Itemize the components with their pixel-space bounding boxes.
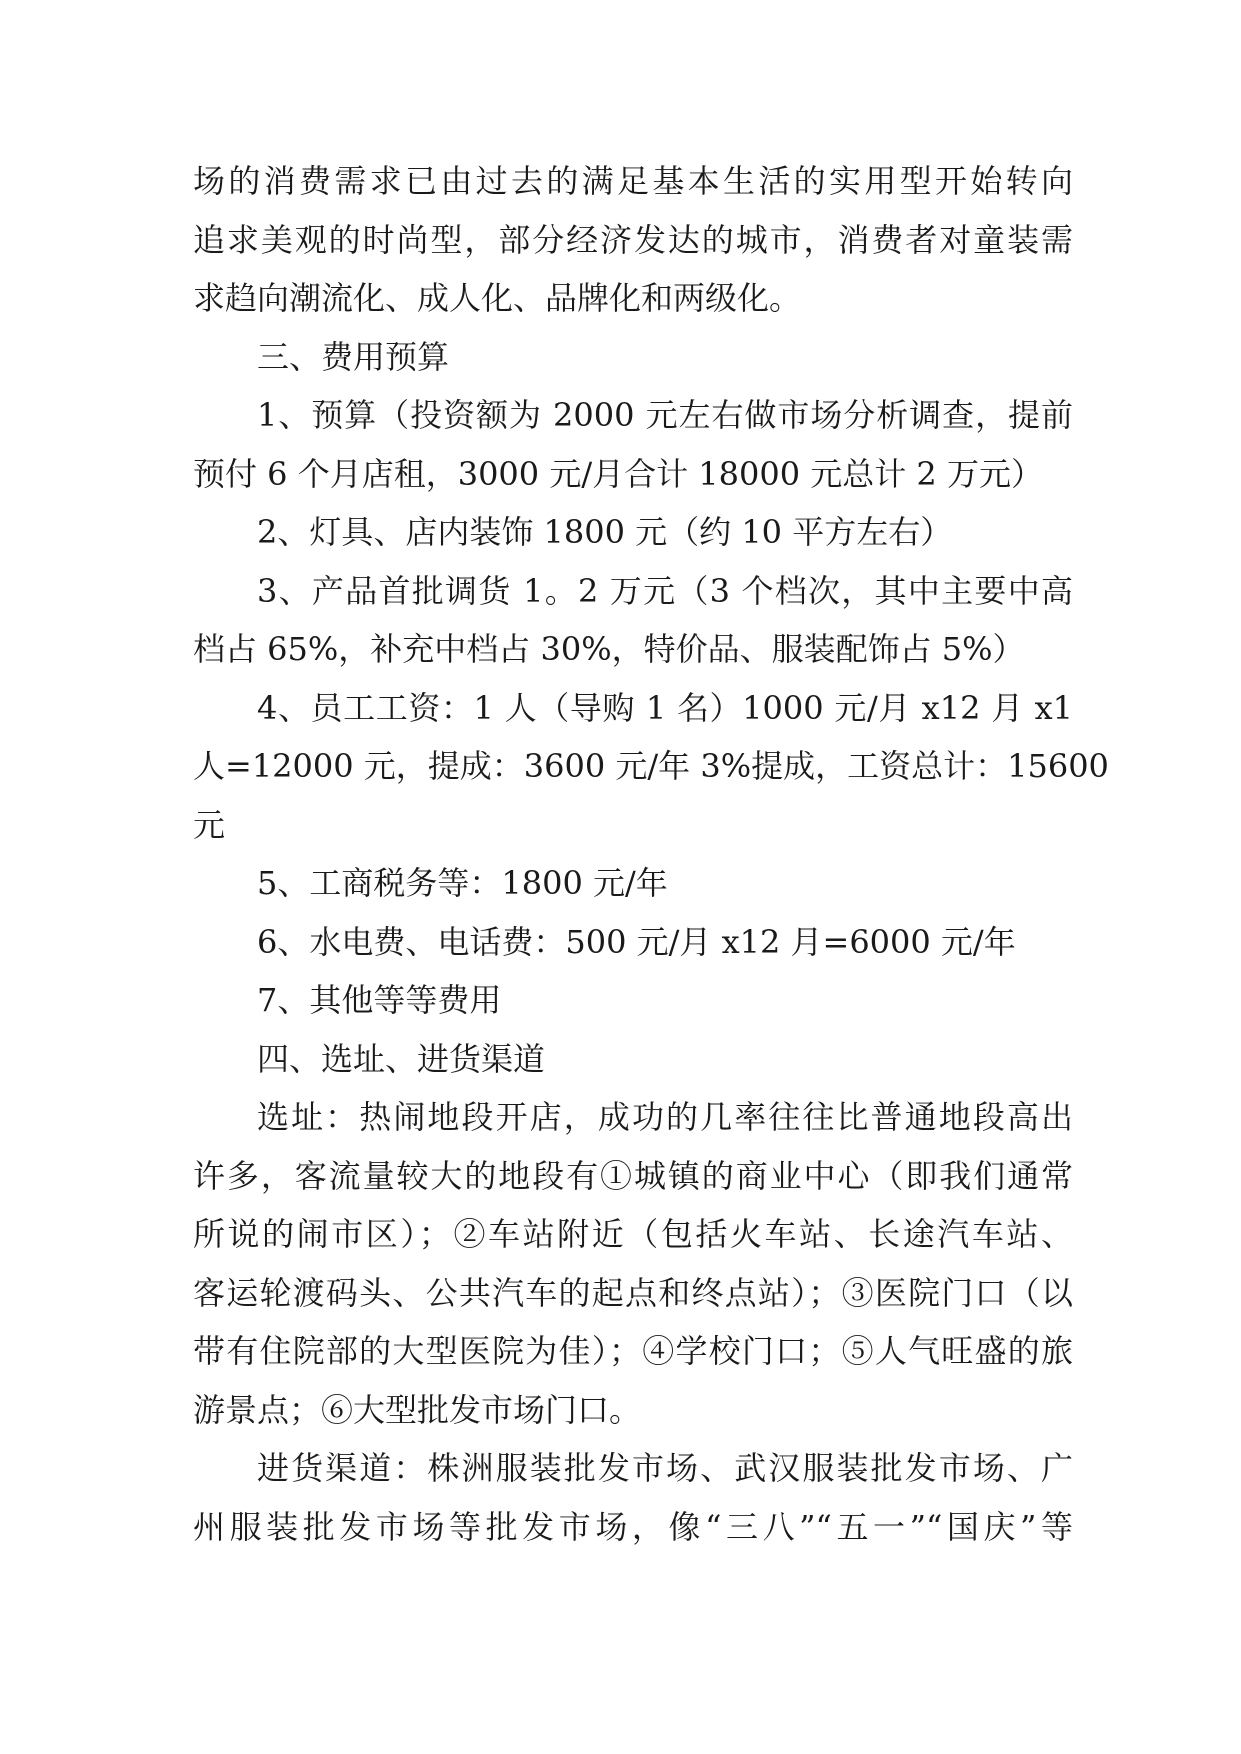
text-line: 7、其他等等费用 (257, 981, 502, 1019)
text-line: 2、灯具、店内装饰 1800 元（约 10 平方左右） (257, 513, 953, 551)
text-line: 6、水电费、电话费：500 元/月 x12 月=6000 元/年 (257, 922, 1016, 961)
text-line: 客运轮渡码头、公共汽车的起点和终点站）；③医院门口（以 (193, 1273, 1073, 1312)
text-line: 州服装批发市场等批发市场，像“三八”“五一”“国庆”等 (193, 1507, 1073, 1546)
text-line: 带有住院部的大型医院为佳）；④学校门口；⑤人气旺盛的旅 (193, 1332, 1073, 1370)
text-line: 求趋向潮流化、成人化、品牌化和两级化。 (193, 279, 802, 317)
text-line: 人=12000 元，提成：3600 元/年 3%提成，工资总计：15600 (193, 747, 1109, 785)
section-heading: 三、费用预算 (257, 337, 450, 376)
text-line: 许多，客流量较大的地段有①城镇的商业中心（即我们通常 (193, 1156, 1073, 1195)
section-heading: 四、选址、进货渠道 (257, 1039, 546, 1078)
text-line: 场的消费需求已由过去的满足基本生活的实用型开始转向 (193, 162, 1073, 200)
text-line: 档占 65%，补充中档占 30%，特价品、服装配饰占 5%） (193, 630, 1025, 668)
text-line: 1、预算（投资额为 2000 元左右做市场分析调查，提前 (257, 396, 1073, 434)
text-line: 4、员工工资：1 人（导购 1 名）1000 元/月 x12 月 x1 (257, 688, 1073, 727)
document-body (193, 152, 1109, 1556)
text-line: 预付 6 个月店租，3000 元/月合计 18000 元总计 2 万元） (193, 454, 1043, 493)
text-line: 5、工商税务等：1800 元/年 (257, 864, 668, 902)
text-line: 进货渠道：株洲服装批发市场、武汉服装批发市场、广 (257, 1449, 1073, 1487)
text-line: 所说的闹市区）；②车站附近（包括火车站、长途汽车站、 (193, 1215, 1073, 1253)
text-line: 游景点；⑥大型批发市场门口。 (193, 1390, 642, 1429)
text-line: 元 (193, 805, 226, 844)
text-line: 3、产品首批调货 1。2 万元（3 个档次，其中主要中高 (257, 571, 1073, 610)
text-line: 选址：热闹地段开店，成功的几率往往比普通地段高出 (257, 1098, 1073, 1136)
text-line: 追求美观的时尚型，部分经济发达的城市，消费者对童装需 (193, 220, 1073, 259)
